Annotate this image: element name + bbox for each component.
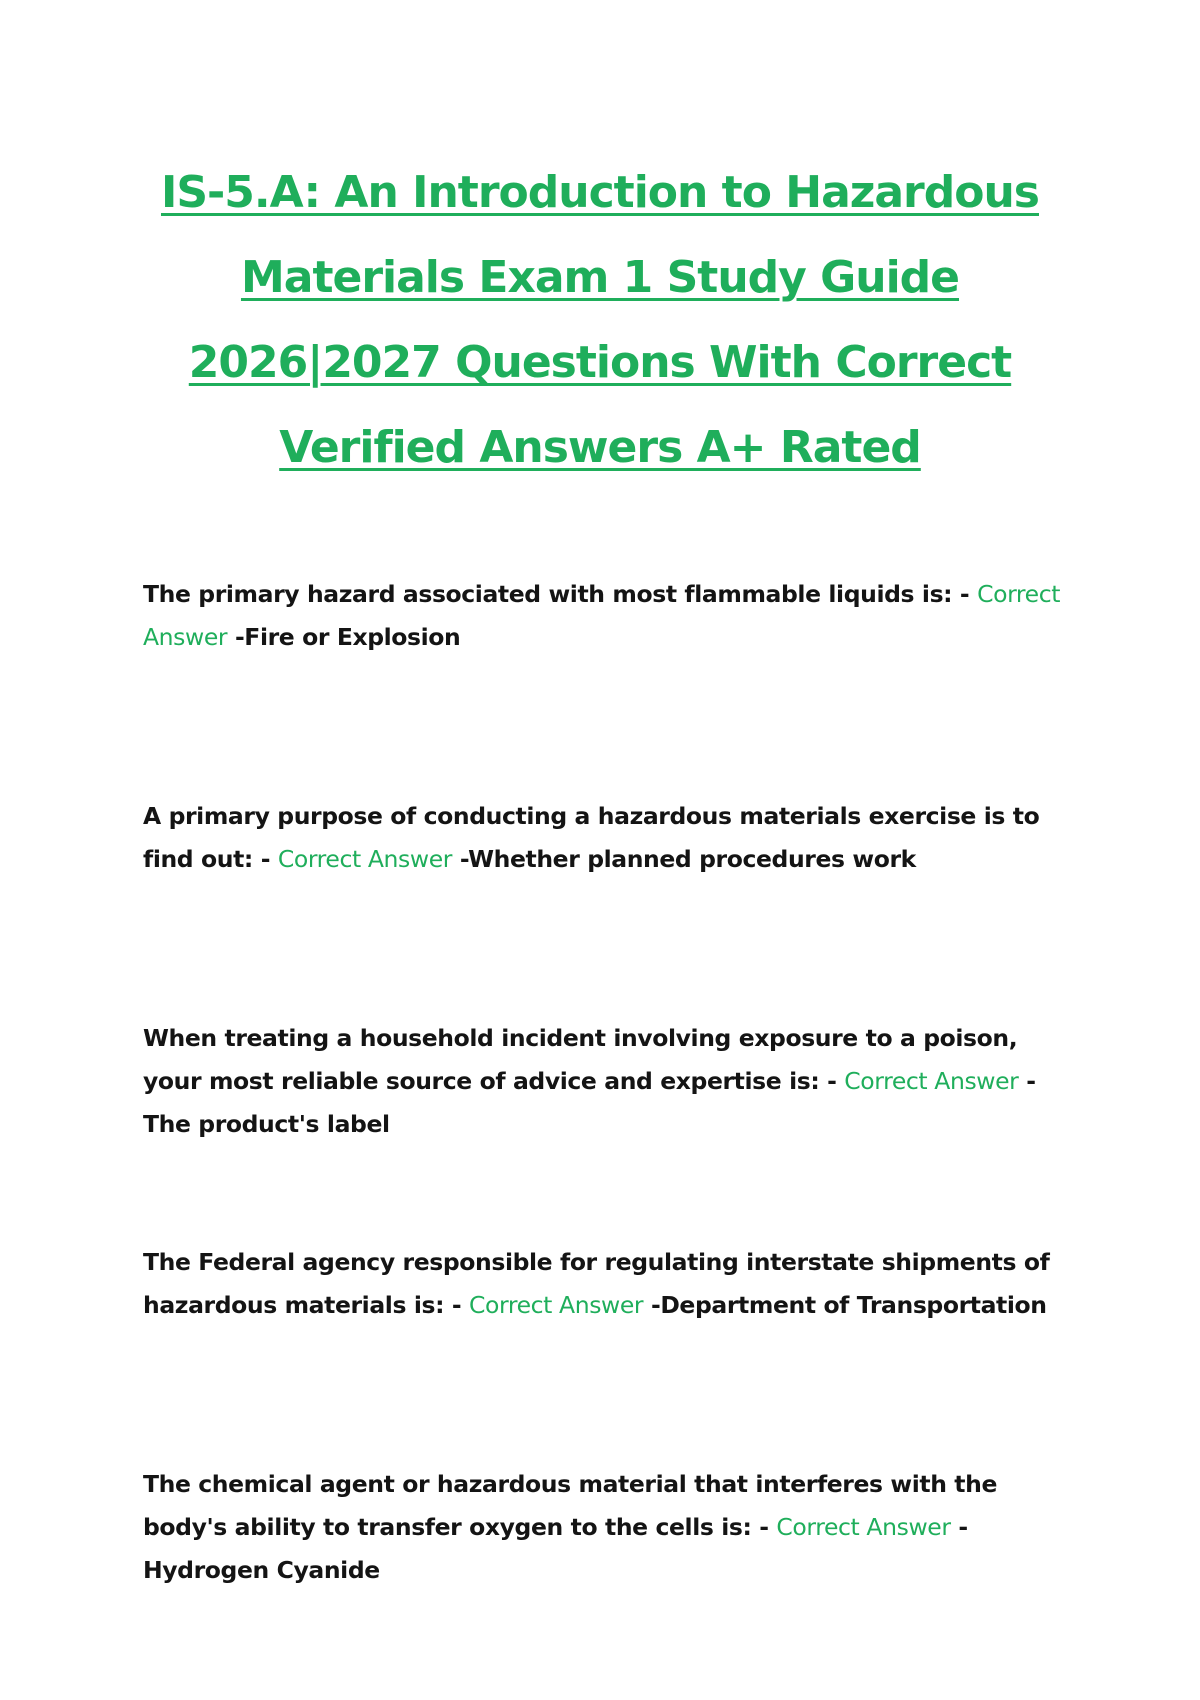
- title-line-4: Verified Answers A+ Rated: [279, 422, 921, 473]
- page-title: [150, 150, 1050, 490]
- qa-item-5: [143, 1463, 1073, 1592]
- qa-item-2: [143, 795, 1073, 881]
- answer-text: -Fire or Explosion: [227, 623, 461, 651]
- correct-answer-label: Correct Answer: [468, 1291, 644, 1319]
- correct-answer-label: Correct Answer: [277, 845, 453, 873]
- title-line-3: 2026|2027 Questions With Correct: [188, 337, 1012, 388]
- title-line-1: IS-5.A: An Introduction to Hazardous: [160, 167, 1039, 218]
- qa-item-4: [143, 1241, 1073, 1327]
- question-text: When treating a household incident involving exposure to a poison, your most reliable source of advice and expertise is: -: [143, 1024, 1018, 1095]
- correct-answer-label: Correct Answer: [844, 1067, 1019, 1095]
- question-text: The chemical agent or hazardous material that interferes with the body's ability to transfer oxygen to the cells is: -: [143, 1470, 998, 1541]
- qa-item-1: [143, 573, 1073, 659]
- answer-text: -Hydrogen Cyanide: [143, 1513, 968, 1584]
- question-text: The primary hazard associated with most flammable liquids is: -: [143, 580, 978, 608]
- question-text: The Federal agency responsible for regulating interstate shipments of hazardous materials is: -: [143, 1248, 1050, 1319]
- answer-text: -Whether planned procedures work: [452, 845, 916, 873]
- answer-text: -Department of Transportation: [643, 1291, 1047, 1319]
- correct-answer-label: Correct Answer: [776, 1513, 951, 1541]
- title-line-2: Materials Exam 1 Study Guide: [240, 252, 960, 303]
- qa-item-3: [143, 1017, 1073, 1146]
- correct-answer-label: Correct Answer: [143, 580, 1061, 651]
- answer-text: -The product's label: [143, 1067, 1036, 1138]
- question-text: A primary purpose of conducting a hazardous materials exercise is to find out: -: [143, 802, 1040, 873]
